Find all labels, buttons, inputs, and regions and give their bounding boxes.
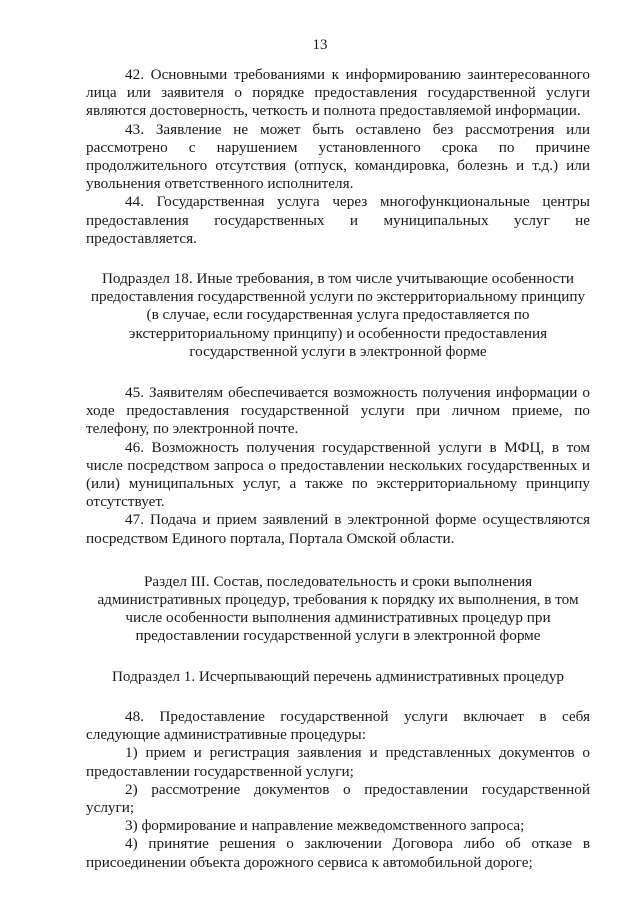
subsection-1-heading: Подраздел 1. Исчерпывающий перечень административных процедур [111,667,565,685]
page-number: 13 [312,37,328,53]
subsection-18-heading [86,270,590,361]
heading-line: экстерриториальному принципу) и особенности предоставления [128,324,548,342]
paragraph-42: 42. Основными требованиями к информированию заинтересованного лица или заявителя о порядке предоставления государственной услуги являются достоверность, четкость и полнота предоставляемой информации. [86,66,590,120]
heading-line: административных процедур, требования к порядку их выполнения, в том [97,591,579,609]
heading-line: Подраздел 18. Иные требования, в том числе учитывающие особенности [101,270,575,288]
procedure-item-3: 3) формирование и направление межведомственного запроса; [125,817,525,835]
document-body [86,66,590,872]
heading-line: предоставлении государственной услуги в электронной форме [135,627,541,645]
procedure-item-4: 4) принятие решения о заключении Договора либо об отказе в присоединении объекта дорожного сервиса к автомобильной дороге; [86,835,590,871]
paragraph-43: 43. Заявление не может быть оставлено без рассмотрения или рассмотрено с нарушением установленного срока по причине продолжительного отсутствия (отпуск, командировка, болезнь и т.д.) или увольнения ответственного исполнителя. [86,120,590,193]
paragraph-44: 44. Государственная услуга через многофункциональные центры предоставления государственных и муниципальных услуг не предоставляется. [86,193,590,247]
section-3-heading [86,573,590,646]
paragraph-48: 48. Предоставление государственной услуги включает в себя следующие административные процедуры: [86,707,590,744]
procedure-item-1: 1) прием и регистрация заявления и представленных документов о предоставлении государственной услуги; [86,744,590,780]
procedure-item-2: 2) рассмотрение документов о предоставлении государственной услуги; [86,780,590,816]
paragraph-45: 45. Заявителям обеспечивается возможность получения информации о ходе предоставления государственной услуги при личном приеме, по телефону, по электронной почте. [86,384,590,438]
paragraph-47: 47. Подача и прием заявлений в электронной форме осуществляются посредством Единого портала, Портала Омской области. [86,511,590,547]
heading-line: государственной услуги в электронной форме [189,342,487,360]
heading-line: Раздел III. Состав, последовательность и сроки выполнения [143,572,533,590]
heading-line: числе особенности выполнения административных процедур при [125,609,551,627]
heading-line: предоставления государственной услуги по экстерриториальному принципу [90,288,586,306]
heading-line: (в случае, если государственная услуга предоставляется по [146,306,530,324]
paragraph-46: 46. Возможность получения государственной услуги в МФЦ, в том числе посредством запроса о предоставлении нескольких государственных и (или) муниципальных услуг, а также по экстерриториальному принципу отсутствует. [86,438,590,511]
